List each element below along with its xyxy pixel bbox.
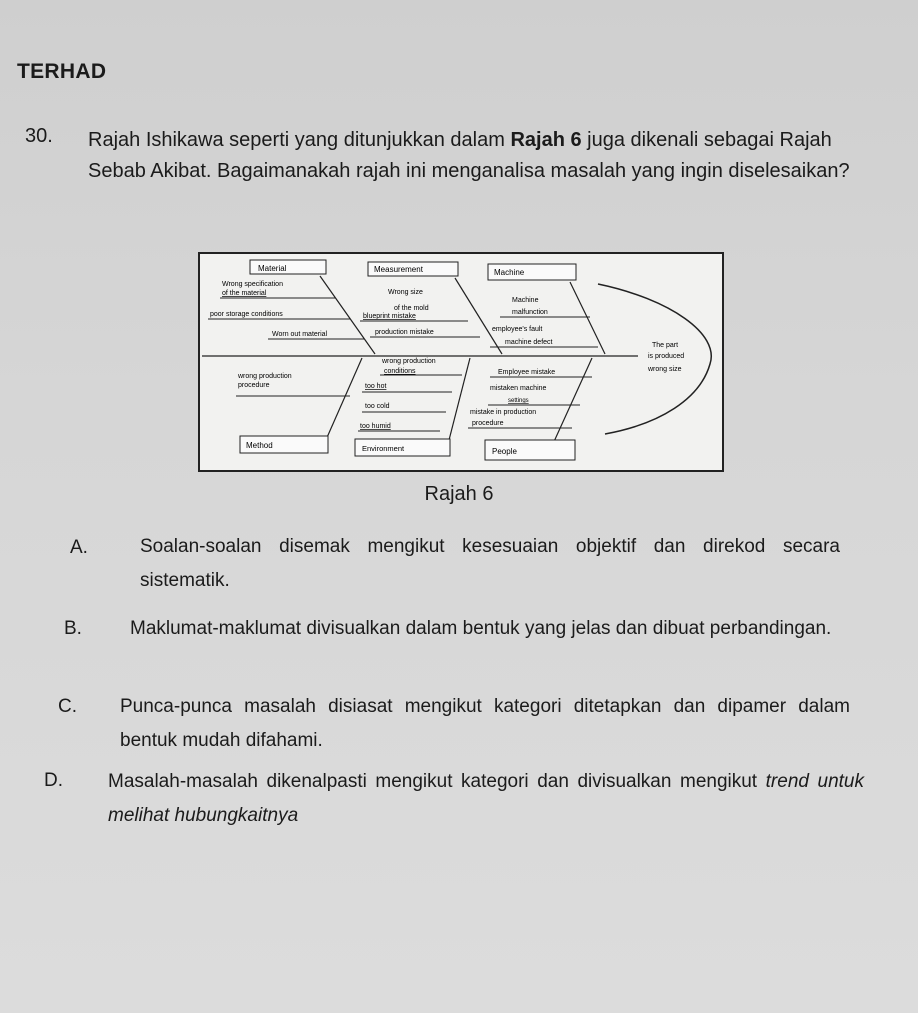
- category-method: Method: [246, 441, 273, 450]
- option-d-letter: D.: [44, 770, 63, 791]
- question-figure-ref: Rajah 6: [510, 129, 582, 151]
- option-d-text-main: Masalah-masalah dikenalpasti mengikut kategori dan divisualkan mengikut: [108, 771, 758, 792]
- cause-wrong-spec-line2: of the material: [222, 290, 267, 297]
- cause-machine-malf-line2: malfunction: [512, 309, 548, 316]
- option-c-text: Punca-punca masalah disiasat mengikut kategori ditetapkan dan dipamer dalam bentuk mudah difahami.: [120, 696, 850, 751]
- option-d-text: [108, 765, 864, 833]
- figure-caption: Rajah 6: [424, 483, 494, 505]
- category-machine: Machine: [494, 268, 525, 277]
- bone-people: [552, 358, 592, 446]
- cause-too-humid: too humid: [360, 423, 391, 430]
- cause-wrong-size: Wrong size: [388, 289, 423, 296]
- question-text-part1: Rajah Ishikawa seperti yang ditunjukkan dalam: [88, 129, 511, 151]
- bone-measurement: [455, 278, 502, 354]
- question-number: 30.: [25, 125, 53, 147]
- cause-worn-out: Worn out material: [272, 331, 328, 338]
- cause-machine-malf-line1: Machine: [512, 297, 539, 304]
- cause-settings: settings: [508, 398, 529, 404]
- cause-mistake-in-prod-line1: mistake in production: [470, 409, 537, 416]
- option-a-letter: A.: [70, 537, 88, 558]
- option-a-text: Soalan-soalan disemak mengikut kesesuaian objektif dan direkod secara sistematik.: [140, 536, 840, 591]
- bone-environment: [448, 358, 470, 444]
- cause-wrong-spec-line1: Wrong specification: [222, 281, 283, 288]
- cause-employee-mistake: Employee mistake: [498, 369, 556, 376]
- bone-method: [325, 358, 362, 442]
- effect-line1: The part: [652, 342, 679, 349]
- option-d-text-italic: trend untuk melihat hubungkaitnya: [108, 771, 864, 826]
- cause-poor-storage: poor storage conditions: [210, 311, 283, 318]
- cause-mistaken-machine: mistaken machine: [490, 385, 547, 392]
- question-text-part2: juga dikenali sebagai Rajah Sebab Akibat. Bagaimanakah rajah ini menganalisa masalah yang ingin diselesaikan?: [88, 129, 850, 182]
- cause-employee-fault: employee's fault: [492, 326, 543, 333]
- category-people: People: [492, 447, 517, 456]
- cause-wrong-cond-line1: wrong production: [382, 358, 436, 365]
- option-b-text: Maklumat-maklumat divisualkan dalam bentuk yang jelas dan dibuat perbandingan.: [130, 618, 832, 639]
- option-b-letter: B.: [64, 618, 82, 639]
- fishbone-diagram: [198, 252, 724, 472]
- cause-too-hot: too hot: [365, 383, 387, 390]
- option-c-letter: C.: [58, 696, 77, 717]
- cause-too-cold: too cold: [365, 403, 390, 410]
- category-measurement: Measurement: [374, 265, 423, 274]
- category-environment: Environment: [362, 444, 405, 453]
- question-text: [88, 125, 858, 187]
- cause-wrong-cond-line2: conditions: [384, 368, 416, 375]
- category-material: Material: [258, 264, 287, 273]
- cause-of-the-mold: of the mold: [394, 305, 429, 312]
- effect-line2: is produced: [648, 353, 685, 360]
- effect-line3: wrong size: [648, 366, 682, 373]
- cause-machine-defect: machine defect: [505, 339, 553, 346]
- cause-production-mistake: production mistake: [375, 329, 434, 336]
- cause-blueprint: blueprint mistake: [363, 313, 416, 320]
- bone-machine: [570, 282, 605, 354]
- cause-mistake-in-prod-line2: procedure: [472, 420, 504, 427]
- cause-wrong-prod-line1: wrong production: [238, 373, 292, 380]
- page-header-classification: TERHAD: [17, 60, 107, 83]
- cause-wrong-prod-line2: procedure: [238, 382, 270, 389]
